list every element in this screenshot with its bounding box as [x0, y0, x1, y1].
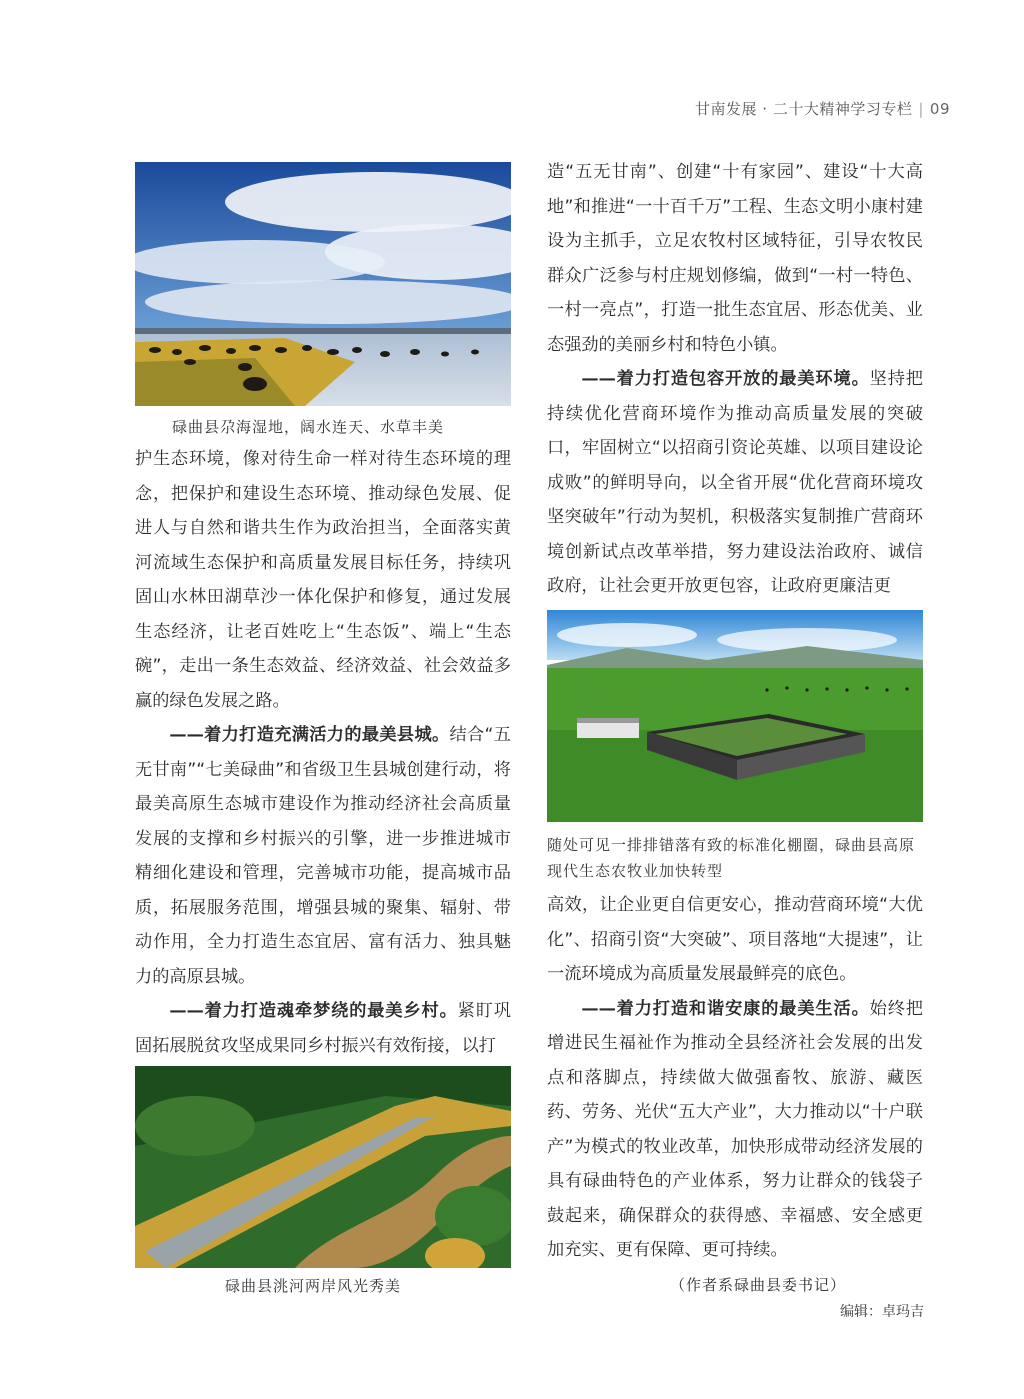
wetland-photo-caption: 碌曲县尕海湿地，阔水连天、水草丰美 [172, 418, 445, 436]
right-column-text-bottom [547, 888, 923, 1268]
river-photo-caption: 碌曲县洮河两岸风光秀美 [225, 1277, 402, 1295]
livestock-shed-photo [547, 610, 923, 822]
header-divider: | [918, 100, 924, 118]
page-header [695, 98, 950, 119]
right-paragraph-2-continued: 高效，让企业更自信更安心，推动营商环境“大优化”、招商引资“大突破”、项目落地“大提速”，让一流环境成为高质量发展最鲜亮的底色。 [547, 895, 923, 984]
right-paragraph-3 [547, 992, 923, 1268]
livestock-shed-photo-caption: 随处可见一排排错落有致的标准化棚圈，碌曲县高原现代生态农牧业加快转型 [547, 836, 916, 880]
right-paragraph-2-body: 坚持把持续优化营商环境作为推动高质量发展的突破口，牢固树立“以招商引资论英雄、以项目建设论成败”的鲜明导向，以全省开展“优化营商环境攻坚突破年”行动为契机，积极落实复制推广营商环境创新试点改革举措，努力建设法治政府、诚信政府，让社会更开放更包容，让政府更廉洁更 [547, 369, 923, 596]
river-photo [135, 1066, 511, 1268]
column-title: 甘南发展 · 二十大精神学习专栏 [695, 100, 913, 118]
left-paragraph-2 [135, 718, 511, 994]
left-paragraph-1: 护生态环境，像对待生命一样对待生态环境的理念，把保护和建设生态环境、推动绿色发展、促进人与自然和谐共生作为政治担当，全面落实黄河流域生态保护和高质量发展目标任务，持续巩固山水林田湖草沙一体化保护和修复，通过发展生态经济，让老百姓吃上“生态饭”、端上“生态碗”，走出一条生态效益、经济效益、社会效益多赢的绿色发展之路。 [135, 449, 511, 711]
left-paragraph-3-body: 紧盯巩固拓展脱贫攻坚成果同乡村振兴有效衔接，以打 [135, 1001, 511, 1056]
right-paragraph-2 [547, 362, 923, 604]
left-paragraph-3 [135, 994, 511, 1063]
section-heading-county-town: ——着力打造充满活力的最美县城。 [169, 725, 450, 745]
right-paragraph-3-body: 始终把增进民生福祉作为推动全县经济社会发展的出发点和落脚点，持续做大做强畜牧、旅游、藏医药、劳务、光伏“五大产业”，大力推动以“十户联产”为模式的牧业改革，加快形成带动经济发展的具有碌曲特色的产业体系，努力让群众的钱袋子鼓起来，确保群众的获得感、幸福感、安全感更加充实、更有保障、更可持续。 [547, 998, 923, 1260]
left-column-text [135, 442, 511, 1063]
section-heading-environment: ——着力打造包容开放的最美环境。 [581, 369, 870, 389]
editor-credit: 编辑：卓玛吉 [840, 1304, 924, 1320]
right-column-text-top [547, 155, 923, 604]
right-paragraph-1: 造“五无甘南”、创建“十有家园”、建设“十大高地”和推进“一十百千万”工程、生态文明小康村建设为主抓手，立足农牧村区域特征，引导农牧民群众广泛参与村庄规划修编，做到“一村一特色、一村一亮点”，打造一批生态宜居、形态优美、业态强劲的美丽乡村和特色小镇。 [547, 162, 923, 355]
left-paragraph-2-body: 结合“五无甘南”“七美碌曲”和省级卫生县城创建行动，将最美高原生态城市建设作为推动经济社会高质量发展的支撑和乡村振兴的引擎，进一步推进城市精细化建设和管理，完善城市功能，提高城市品质，拓展服务范围，增强县城的聚集、辐射、带动作用，全力打造生态宜居、富有活力、独具魅力的高原县城。 [135, 725, 511, 987]
page-number: 09 [929, 100, 950, 118]
wetland-photo [135, 162, 511, 406]
section-heading-village: ——着力打造魂牵梦绕的最美乡村。 [169, 1001, 458, 1021]
section-heading-life: ——着力打造和谐安康的最美生活。 [581, 998, 870, 1019]
author-note: （作者系碌曲县委书记） [670, 1276, 847, 1294]
